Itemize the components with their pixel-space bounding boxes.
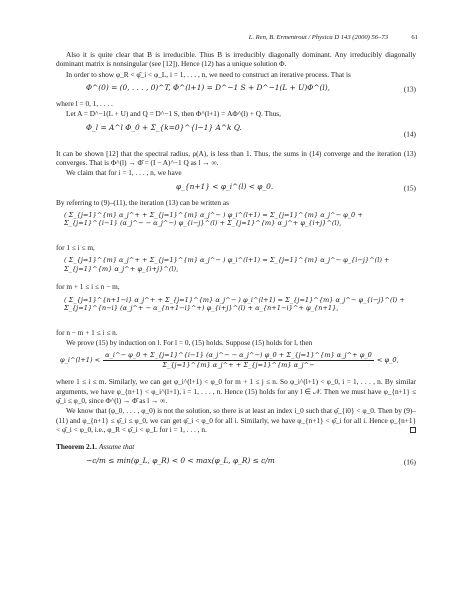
equation-16-number: (16) [403,456,416,466]
condition-c: for n − m + 1 ≤ i ≤ n. [56,327,118,337]
paragraph-where-l: where l = 0, 1, . . . . [56,98,113,108]
page-body [56,50,416,472]
theorem-title: Theorem 2.1. [56,442,98,452]
equation-iteration-c [56,296,416,324]
equation-14-body: Φ_l = A^l Φ_0 + Σ_{k=0}^{l−1} A^k Q. [86,122,242,132]
paragraph-referring: By referring to (9)–(11), the iteration (13) can be written as [56,197,229,207]
page-header [56,34,418,46]
equation-13-body: Φ^(0) = (0, . . . , 0)^T, Φ^(l+1) = D^−1 S + D^−1(L + U)Φ^(l), [86,82,331,92]
equation-13-number: (13) [403,84,416,94]
paragraph-let-a: Let A = D^−1(L + U) and Q = D^−1 S, then Φ^(l+1) = AΦ^(l) + Q. Thus, [66,109,281,119]
paragraph-know-that [56,406,416,434]
equation-14-number: (14) [403,128,416,138]
equation-15-number: (15) [403,182,416,192]
paragraph-know-that-text: We know that (φ_0, . . . , φ_0) is not the solution, so there is at least an index i_0 such that φ̂_{i0} < φ_0. Then by (9)–(11) and φ_{n+1} ≤ φ̂_i ≤ φ_0, we can get φ̂_i < φ_0 for all i. Similarly, we have φ_{n+1} < φ̂_i for all i. Hence φ_{n+1} < φ̂_i < φ_0, i.e., φ_R < φ̂_i < φ_L for i = 1, . . . , n. [56,406,416,434]
equation-14 [56,123,416,145]
equation-16 [56,456,416,468]
equation-13 [56,83,416,95]
equation-iteration-c-body: ( Σ_{j=1}^{n+1−i} α_j^+ + Σ_{j=1}^{m} α_j^− ) φ_i^(l+1) = Σ_{j=1}^{m} α_j^− φ_{i−j}^(l) + Σ_{j=1}^{n−i} (α_j^+ − α_{n+1−i}^+) φ_{i+j}^(l) + α_{n+1−i}^+ φ_{n+1}, [64,295,405,313]
equation-induction-rhs: < φ_0, [376,355,399,364]
condition-b: for m + 1 ≤ i ≤ n − m, [56,282,120,292]
paragraph-irreducible: Also it is quite clear that B is irreducible. Thus B is irreducibly diagonally dominant. Any irreducibly diagonally dominant matrix is nonsingular (see [12]). Hence (12) has a unique solution Φ. [56,50,416,69]
theorem-2-1 [56,442,416,467]
paragraph-claim: We claim that for i = 1, . . . , n, we have [66,168,182,178]
paragraph-iterative-intro: In order to show φ_R < φ̂_i < φ_L, i = 1, . . . , n, we need to construct an iterative process. That is [66,69,351,79]
equation-induction [56,351,416,373]
paragraph-similarly: where 1 ≤ i ≤ m. Similarly, we can get φ_i^(l+1) < φ_0 for m + 1 ≤ j ≤ n. So φ_i^(l+1) < φ_0, i = 1, . . . , n. By similar arguments, we have φ_{n+1} < φ_i^(l+1), i = 1, . . . , n. Hence (15) holds for any l ∈ 𝒩. Then we must have φ_{n+1} ≤ φ̂_i ≤ φ_0, since Φ^(l) → Φ̂ as l → ∞. [56,377,416,405]
qed-box-icon [410,427,416,433]
equation-iteration-b-body: ( Σ_{j=1}^{m} α_j^+ + Σ_{j=1}^{m} α_j^− ) φ_i^(l+1) = Σ_{j=1}^{m} α_j^− φ_{i−j}^(l) + Σ_{j=1}^{m} α_j^+ φ_{i+j}^(l), [64,256,390,273]
paragraph-induction: We prove (15) by induction on l. For l = 0, (15) holds. Suppose (15) holds for l, then [66,337,313,347]
page-number: 61 [411,34,418,41]
equation-iteration-b [56,256,416,278]
equation-induction-numerator: α_i^− φ_0 + Σ_{j=1}^{i−1} (α_j^− − α_j^−) φ_0 + Σ_{j=1}^{m} α_j^+ φ_0 [105,351,372,360]
equation-15-body: φ_{n+1} < φ_i^(l) < φ_0. [176,181,274,191]
condition-a: for 1 ≤ i ≤ m, [56,242,95,252]
equation-15 [56,182,416,194]
equation-induction-lhs: φ_i^(l+1) < [60,355,101,364]
paragraph-spectral-radius: It can be shown [12] that the spectral radius, ρ(A), is less than 1. Thus, the sums in (14) converge and the iteration (13) converges. That is Φ^(l) → Φ̂ = (I − A)^−1 Q as l → ∞. [56,148,416,167]
equation-induction-denominator: Σ_{j=1}^{m} α_j^+ + Σ_{j=1}^{m} α_j^− [162,360,315,369]
running-head: L. Ren, B. Ermentrout / Physica D 143 (2000) 56–73 [248,34,388,41]
equation-iteration-a [56,211,416,239]
equation-iteration-a-body: ( Σ_{j=1}^{m} α_j^+ + Σ_{j=1}^{m} α_j^− ) φ_i^(l+1) = Σ_{j=1}^{m} α_j^− φ_0 + Σ_{j=1}^{i−1} (α_j^− − α_j^−) φ_{i−j}^(l) + Σ_{j=1}^{m} α_j^+ φ_{i+j}^(l), [64,210,363,228]
theorem-assume: Assume that [98,442,135,452]
equation-16-body: −c/m ≤ min(φ_L, φ_R) < 0 < max(φ_L, φ_R) ≤ c/m [86,455,275,465]
